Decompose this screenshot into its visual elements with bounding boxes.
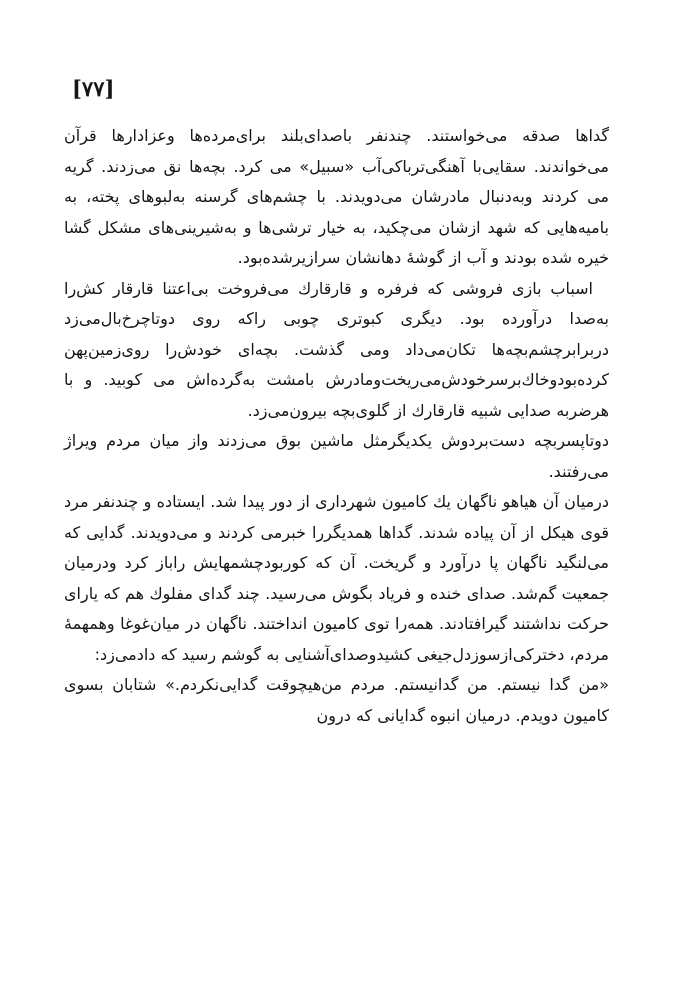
page-number: [۷۷] (72, 76, 115, 101)
paragraph: گداها صدقه می‌خواستند. چندنفر باصدای‌بلند برای‌مرده‌ها وعزادارها قرآن می‌خواندند. سقایی‌با آهنگی‌ترباکی‌آب «سبیل» می کرد. بچه‌ها نق می‌زدند. گریه می کردند وبه‌دنبال مادرشان می‌دویدند. با چشم‌های گرسنه به‌لبوهای پخته، به بامیه‌هایی که شهد ازشان می‌چکید، به خیار ترشی‌ها و به‌شیرینی‌های مشکل گشا خیره شده بودند و آب از گوشهٔ دهانشان سرازیرشده‌بود. (64, 126, 609, 267)
paragraph: «من گدا نیستم. من گدانیستم. مردم من‌هیچوقت گدایی‌نکردم.» شتابان بسوی کامیون دویدم. درمیان انبوه گدایانی که درون (64, 675, 609, 725)
body-text (64, 121, 609, 731)
paragraph: دوتاپسربچه دست‌بردوش یکدیگرمثل ماشین بوق می‌زدند واز میان مردم ویراژ می‌رفتند. (64, 431, 609, 481)
paragraph: درمیان آن هیاهو ناگهان یك کامیون شهرداری از دور پیدا شد. ایستاده و چندنفر مرد قوی هیکل از آن پیاده شدند. گداها همدیگررا خبرمی کردند و می‌دویدند. گدایی که می‌لنگید ناگهان پا درآورد و گریخت. آن که کوربودچشمهایش راباز کرد ودرمیان جمعیت گم‌شد. صدای خنده و فریاد بگوش می‌رسید. چند گدای مفلوك هم که یارای حرکت نداشتند گیرافتادند. همه‌را توی کامیون انداختند. ناگهان در میان‌غوغا وهمهمهٔ مردم، دخترکی‌ازسوزدل‌جیغی کشیدوصدای‌آشنایی به گوشم رسید که دادمی‌زد: (64, 492, 609, 664)
paragraph: اسباب بازی فروشی که فرفره و قارقارك می‌فروخت بی‌اعتنا قارقار کش‌را به‌صدا درآورده بود. دیگری کبوتری چوبی راکه روی دوتاچرخ‌بال‌می‌زد دربرابرچشم‌بچه‌ها تکان‌می‌داد ومی گذشت. بچه‌ای خودش‌را روی‌زمین‌پهن کرده‌بودوخاك‌برسرخودش‌می‌ریخت‌ومادرش بامشت به‌گرده‌اش می کوبید. و با هرضربه صدایی شبیه قارقارك از گلوی‌بچه بیرون‌می‌زد. (64, 278, 609, 420)
